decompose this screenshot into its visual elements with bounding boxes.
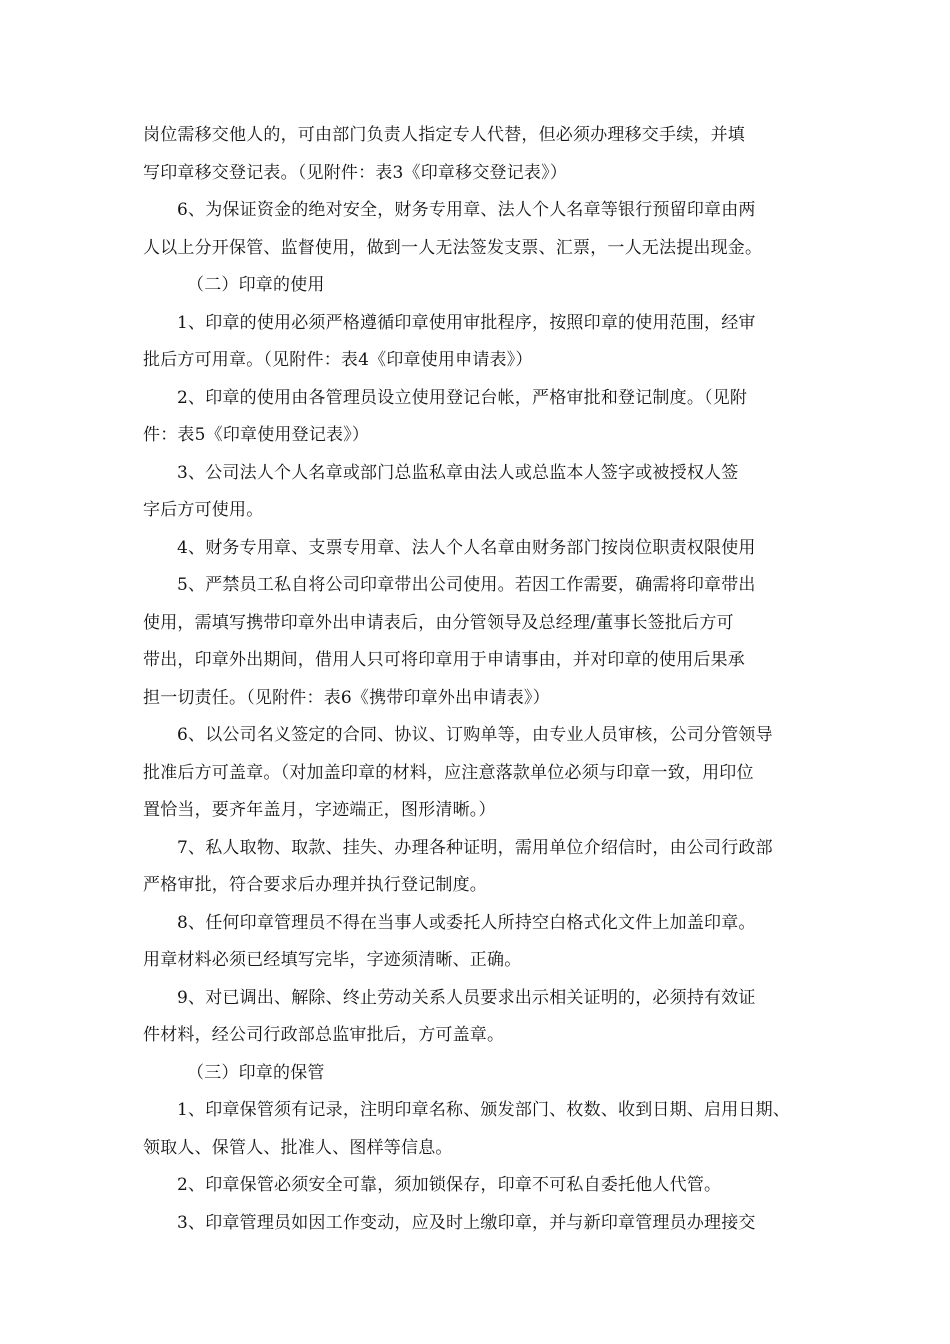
text-line: 8、任何印章管理员不得在当事人或委托人所持空白格式化文件上加盖印章。: [177, 912, 756, 933]
text-line: 担一切责任。（见附件：表6《携带印章外出申请表》）: [143, 687, 550, 708]
section-heading: （二）印章的使用: [187, 275, 325, 295]
text-line: 2、印章的使用由各管理员设立使用登记台帐，严格审批和登记制度。（见附: [177, 387, 748, 408]
text-line: 2、印章保管必须安全可靠，须加锁保存，印章不可私自委托他人代管。: [177, 1175, 722, 1195]
text-line: 1、印章的使用必须严格遵循印章使用审批程序，按照印章的使用范围，经审: [177, 312, 756, 333]
text-line: 人以上分开保管、监督使用，做到一人无法签发支票、汇票，一人无法提出现金。: [143, 237, 763, 258]
text-line: 使用，需填写携带印章外出申请表后，由分管领导及总经理/董事长签批后方可: [143, 612, 734, 633]
text-line: 写印章移交登记表。（见附件：表3《印章移交登记表》）: [143, 162, 568, 183]
text-line: 用章材料必须已经填写完毕，字迹须清晰、正确。: [143, 950, 522, 970]
text-line: 件：表5《印章使用登记表》）: [143, 425, 370, 445]
text-line: 5、严禁员工私自将公司印章带出公司使用。若因工作需要，确需将印章带出: [177, 575, 756, 595]
text-line: 4、财务专用章、支票专用章、法人个人名章由财务部门按岗位职责权限使用: [177, 537, 756, 558]
text-line: 3、公司法人个人名章或部门总监私章由法人或总监本人签字或被授权人签: [177, 462, 739, 483]
section-heading: （三）印章的保管: [187, 1062, 325, 1083]
text-line: 字后方可使用。: [143, 500, 264, 520]
text-line: 严格审批，符合要求后办理并执行登记制度。: [143, 875, 487, 895]
text-line: 批后方可用章。（见附件：表4《印章使用申请表》）: [143, 350, 533, 370]
text-line: 批准后方可盖章。（对加盖印章的材料，应注意落款单位必须与印章一致，用印位: [143, 762, 754, 783]
text-line: 件材料，经公司行政部总监审批后，方可盖章。: [143, 1025, 505, 1045]
text-line: 领取人、保管人、批准人、图样等信息。: [143, 1137, 453, 1158]
text-line: 6、以公司名义签定的合同、协议、订购单等，由专业人员审核，公司分管领导: [177, 725, 773, 745]
text-line: 置恰当，要齐年盖月，字迹端正，图形清晰。）: [143, 800, 496, 820]
text-line: 9、对已调出、解除、终止劳动关系人员要求出示相关证明的，必须持有效证: [177, 987, 756, 1008]
text-line: 6、为保证资金的绝对安全，财务专用章、法人个人名章等银行预留印章由两: [177, 200, 756, 220]
text-line: 7、私人取物、取款、挂失、办理各种证明，需用单位介绍信时，由公司行政部: [177, 837, 773, 858]
body-text: [143, 117, 823, 1242]
text-line: 岗位需移交他人的，可由部门负责人指定专人代替，但必须办理移交手续，并填: [143, 125, 745, 145]
text-line: 带出，印章外出期间，借用人只可将印章用于申请事由，并对印章的使用后果承: [143, 650, 745, 670]
text-line: 1、印章保管须有记录，注明印章名称、颁发部门、枚数、收到日期、启用日期、: [177, 1100, 791, 1120]
text-line: 3、印章管理员如因工作变动，应及时上缴印章，并与新印章管理员办理接交: [177, 1212, 756, 1233]
